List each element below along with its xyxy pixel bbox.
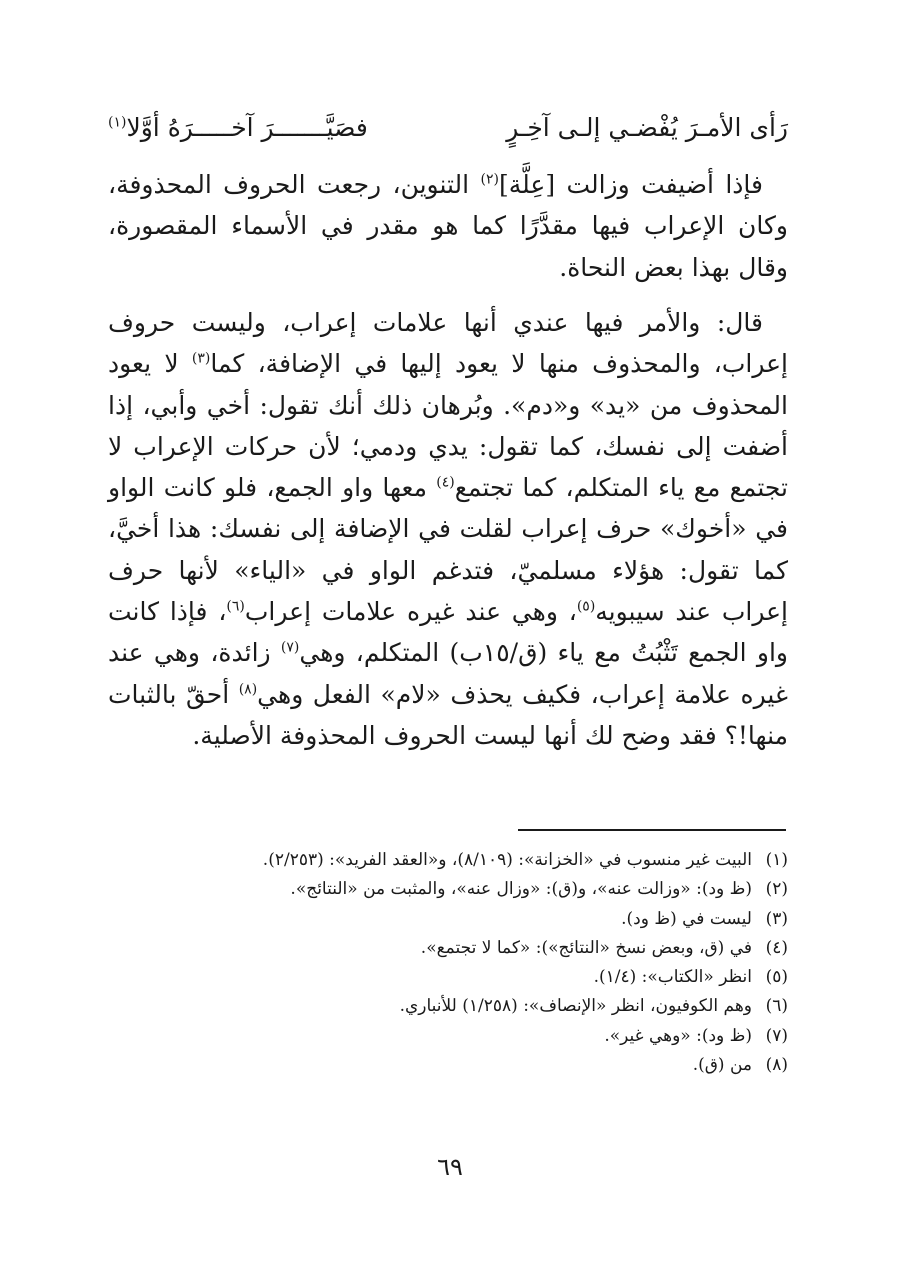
footnote-number: (٤)	[765, 937, 788, 958]
footnote-separator	[518, 829, 786, 831]
footnotes-list	[108, 846, 788, 1080]
text-segment: قال: والأمر فيها عندي أنها علامات إعراب، وليست حروف إعراب، والمحذوف منها لا يعود إليها في الإضافة، كما	[108, 308, 789, 379]
text-segment: أحقّ بالثبات منها!؟ فقد وضح لك أنها ليست الحروف المحذوفة الأصلية.	[108, 679, 788, 750]
text-segment: التنوين، رجعت الحروف المحذوفة، وكان الإعراب فيها مقدَّرًا كما هو مقدر في الأسماء المقصورة، وقال بهذا بعض النحاة.	[108, 170, 788, 282]
footnote-marker: (٦)	[226, 598, 245, 615]
footnote-item	[108, 963, 788, 992]
paragraph-text	[108, 164, 788, 288]
footnote-text: (ظ ود): «وزالت عنه»، و(ق): «وزال عنه»، والمثبت من «النتائج».	[290, 879, 752, 900]
footnote-marker: (١)	[108, 114, 127, 131]
text-segment: معها واو الجمع، فلو كانت الواو في «أخوك» حرف إعراب لقلت في الإضافة إلى نفسك: هذا أخيَّ، كما تقول: هؤلاء مسلميّ، فتدغم الواو في «الياء» لأنها حرف إعراب عند سيبويه	[108, 473, 788, 627]
footnote-text: وهم الكوفيون، انظر «الإنصاف»: (١/٢٥٨) للأنباري.	[399, 996, 752, 1017]
paragraph-1	[108, 164, 788, 288]
footnote-number: (٢)	[765, 879, 788, 900]
footnote-text: (ظ ود): «وهي غير».	[604, 1025, 752, 1046]
footnote-marker: (٢)	[480, 171, 499, 188]
footnote-marker: (٤)	[436, 474, 455, 491]
footnote-number: (٣)	[765, 908, 788, 929]
text-segment: ، فإذا كانت واو الجمع تَثْبُتُ مع ياء (ق/١٥ب) المتكلم، وهي	[108, 597, 788, 668]
footnote-number: (٨)	[765, 1055, 788, 1076]
poetry-verse	[108, 108, 788, 148]
footnote-number: (١)	[765, 850, 788, 870]
footnote-text: من (ق).	[692, 1055, 752, 1076]
footnote-marker: (٣)	[191, 350, 211, 367]
footnote-marker: (٧)	[280, 640, 300, 657]
paragraph-text	[108, 302, 788, 756]
verse-first-hemistich: رَأى الأمـرَ يُفْضـي إلـى آخِـرٍ	[506, 113, 788, 142]
footnote-text: انظر «الكتاب»: (١/٤).	[593, 967, 752, 988]
footnote-item	[108, 1051, 788, 1080]
text-segment: فإذا أضيفت وزالت [عِلَّة]	[498, 170, 763, 199]
footnote-item	[108, 875, 788, 904]
footnote-text: البيت غير منسوب في «الخزانة»: (٨/١٠٩)، و«العقد الفريد»: (٢/٢٥٣).	[262, 850, 752, 870]
footnote-item	[108, 934, 788, 963]
text-segment: زائدة، وهي عند غيره علامة إعراب، فكيف يحذف «لام» الفعل وهي	[108, 638, 788, 709]
page-number: ٦٩	[437, 1153, 463, 1181]
footnote-item	[108, 1022, 788, 1051]
text-segment: لا يعود المحذوف من «يد» و«دم». وبُرهان ذلك أنك تقول: أخي وأبي، إذا أضفت إلى نفسك، كما تقول: يدي ودمي؛ لأن حركات الإعراب لا تجتمع مع ياء المتكلم، كما تجتمع	[108, 349, 788, 503]
footnote-marker: (٨)	[238, 681, 258, 698]
paragraph-2	[108, 302, 788, 756]
footnote-number: (٥)	[765, 967, 788, 988]
footnote-text: في (ق، وبعض نسخ «النتائج»): «كما لا تجتمع».	[420, 937, 752, 958]
text-segment: ، وهي عند غيره علامات إعراب	[244, 597, 577, 627]
footnote-number: (٧)	[765, 1025, 788, 1046]
footnote-marker: (٥)	[576, 598, 596, 615]
footnote-number: (٦)	[765, 996, 788, 1017]
verse-second-hemistich	[108, 108, 368, 148]
footnote-item	[108, 905, 788, 934]
footnote-item	[108, 992, 788, 1021]
footnote-text: ليست في (ظ ود).	[621, 908, 752, 929]
footnote-item	[108, 846, 788, 875]
verse-second-hemistich-text: فصَيَّـــــــرَ آخـــــرَهُ أوَّلا	[126, 113, 368, 142]
